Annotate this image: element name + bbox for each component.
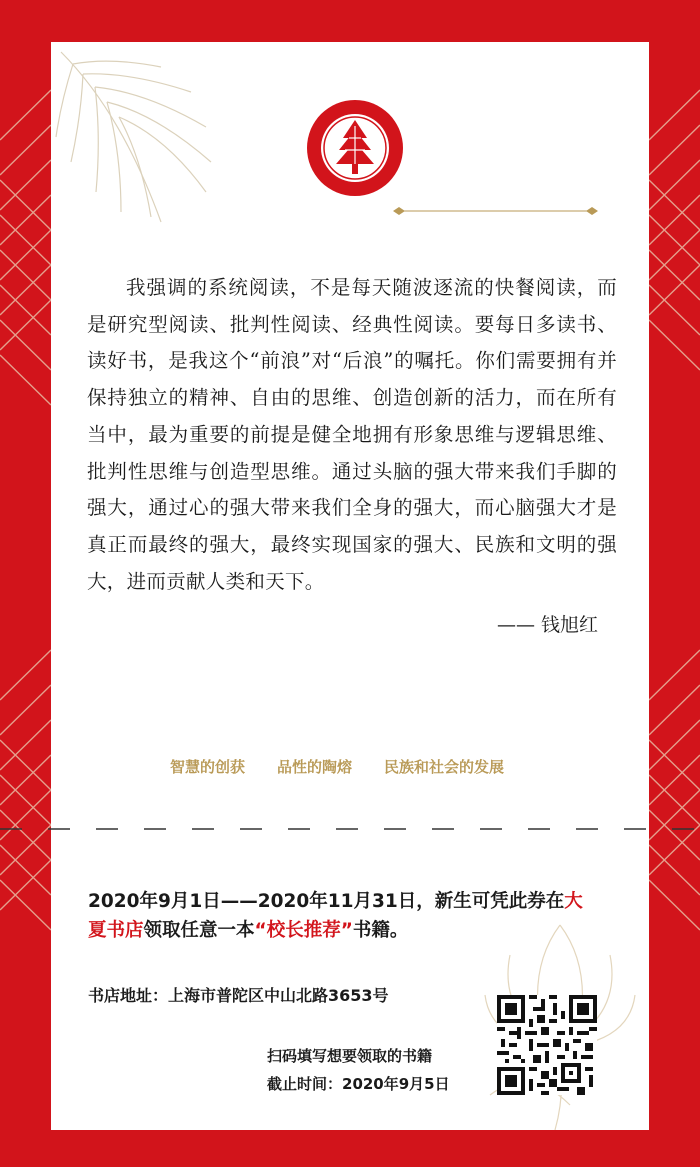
promo-part2: 领取任意一本: [143, 920, 255, 941]
promo-text: [88, 887, 588, 945]
perforation-line: [0, 828, 700, 830]
value-item: 智慧的创获: [170, 758, 246, 776]
deadline-text: 截止时间：2020年9月5日: [267, 1075, 450, 1093]
ornament-divider: [393, 205, 598, 217]
qr-code-icon[interactable]: [497, 995, 597, 1095]
quote-text: 我强调的系统阅读，不是每天随波逐流的快餐阅读，而是研究型阅读、批判性阅读、经典性阅读。要每日多读书、读好书，是我这个“前浪”对“后浪”的嘱托。你们需要拥有并保持独立的精神、自由的思维、创造创新的活力，而在所有当中，最为重要的前提是健全地拥有形象思维与逻辑思维、批判性思维与创造型思维。通过头脑的强大带来我们手脚的强大，通过心的强大带来我们全身的强大，而心脑强大才是真正而最终的强大，最终实现国家的强大、民族和文明的强大，进而贡献人类和天下。: [87, 276, 617, 593]
store-address: 书店地址：上海市普陀区中山北路3653号: [88, 986, 389, 1005]
scan-instruction: 扫码填写想要领取的书籍: [267, 1047, 433, 1065]
university-seal-icon: [305, 98, 405, 198]
store-name: 大夏书店: [88, 891, 583, 941]
palm-leaf-icon: [51, 42, 221, 232]
value-item: 民族和社会的发展: [384, 758, 505, 776]
president-quote: [87, 270, 617, 600]
quote-author: —— 钱旭红: [497, 614, 599, 636]
values-row: [170, 756, 504, 777]
value-item: 品性的陶熔: [277, 758, 353, 776]
promo-part1: 2020年9月1日——2020年11月31日，新生可凭此券在: [88, 891, 565, 912]
promo-part3: 书籍。: [352, 920, 409, 941]
book-category: “校长推荐”: [254, 920, 353, 941]
